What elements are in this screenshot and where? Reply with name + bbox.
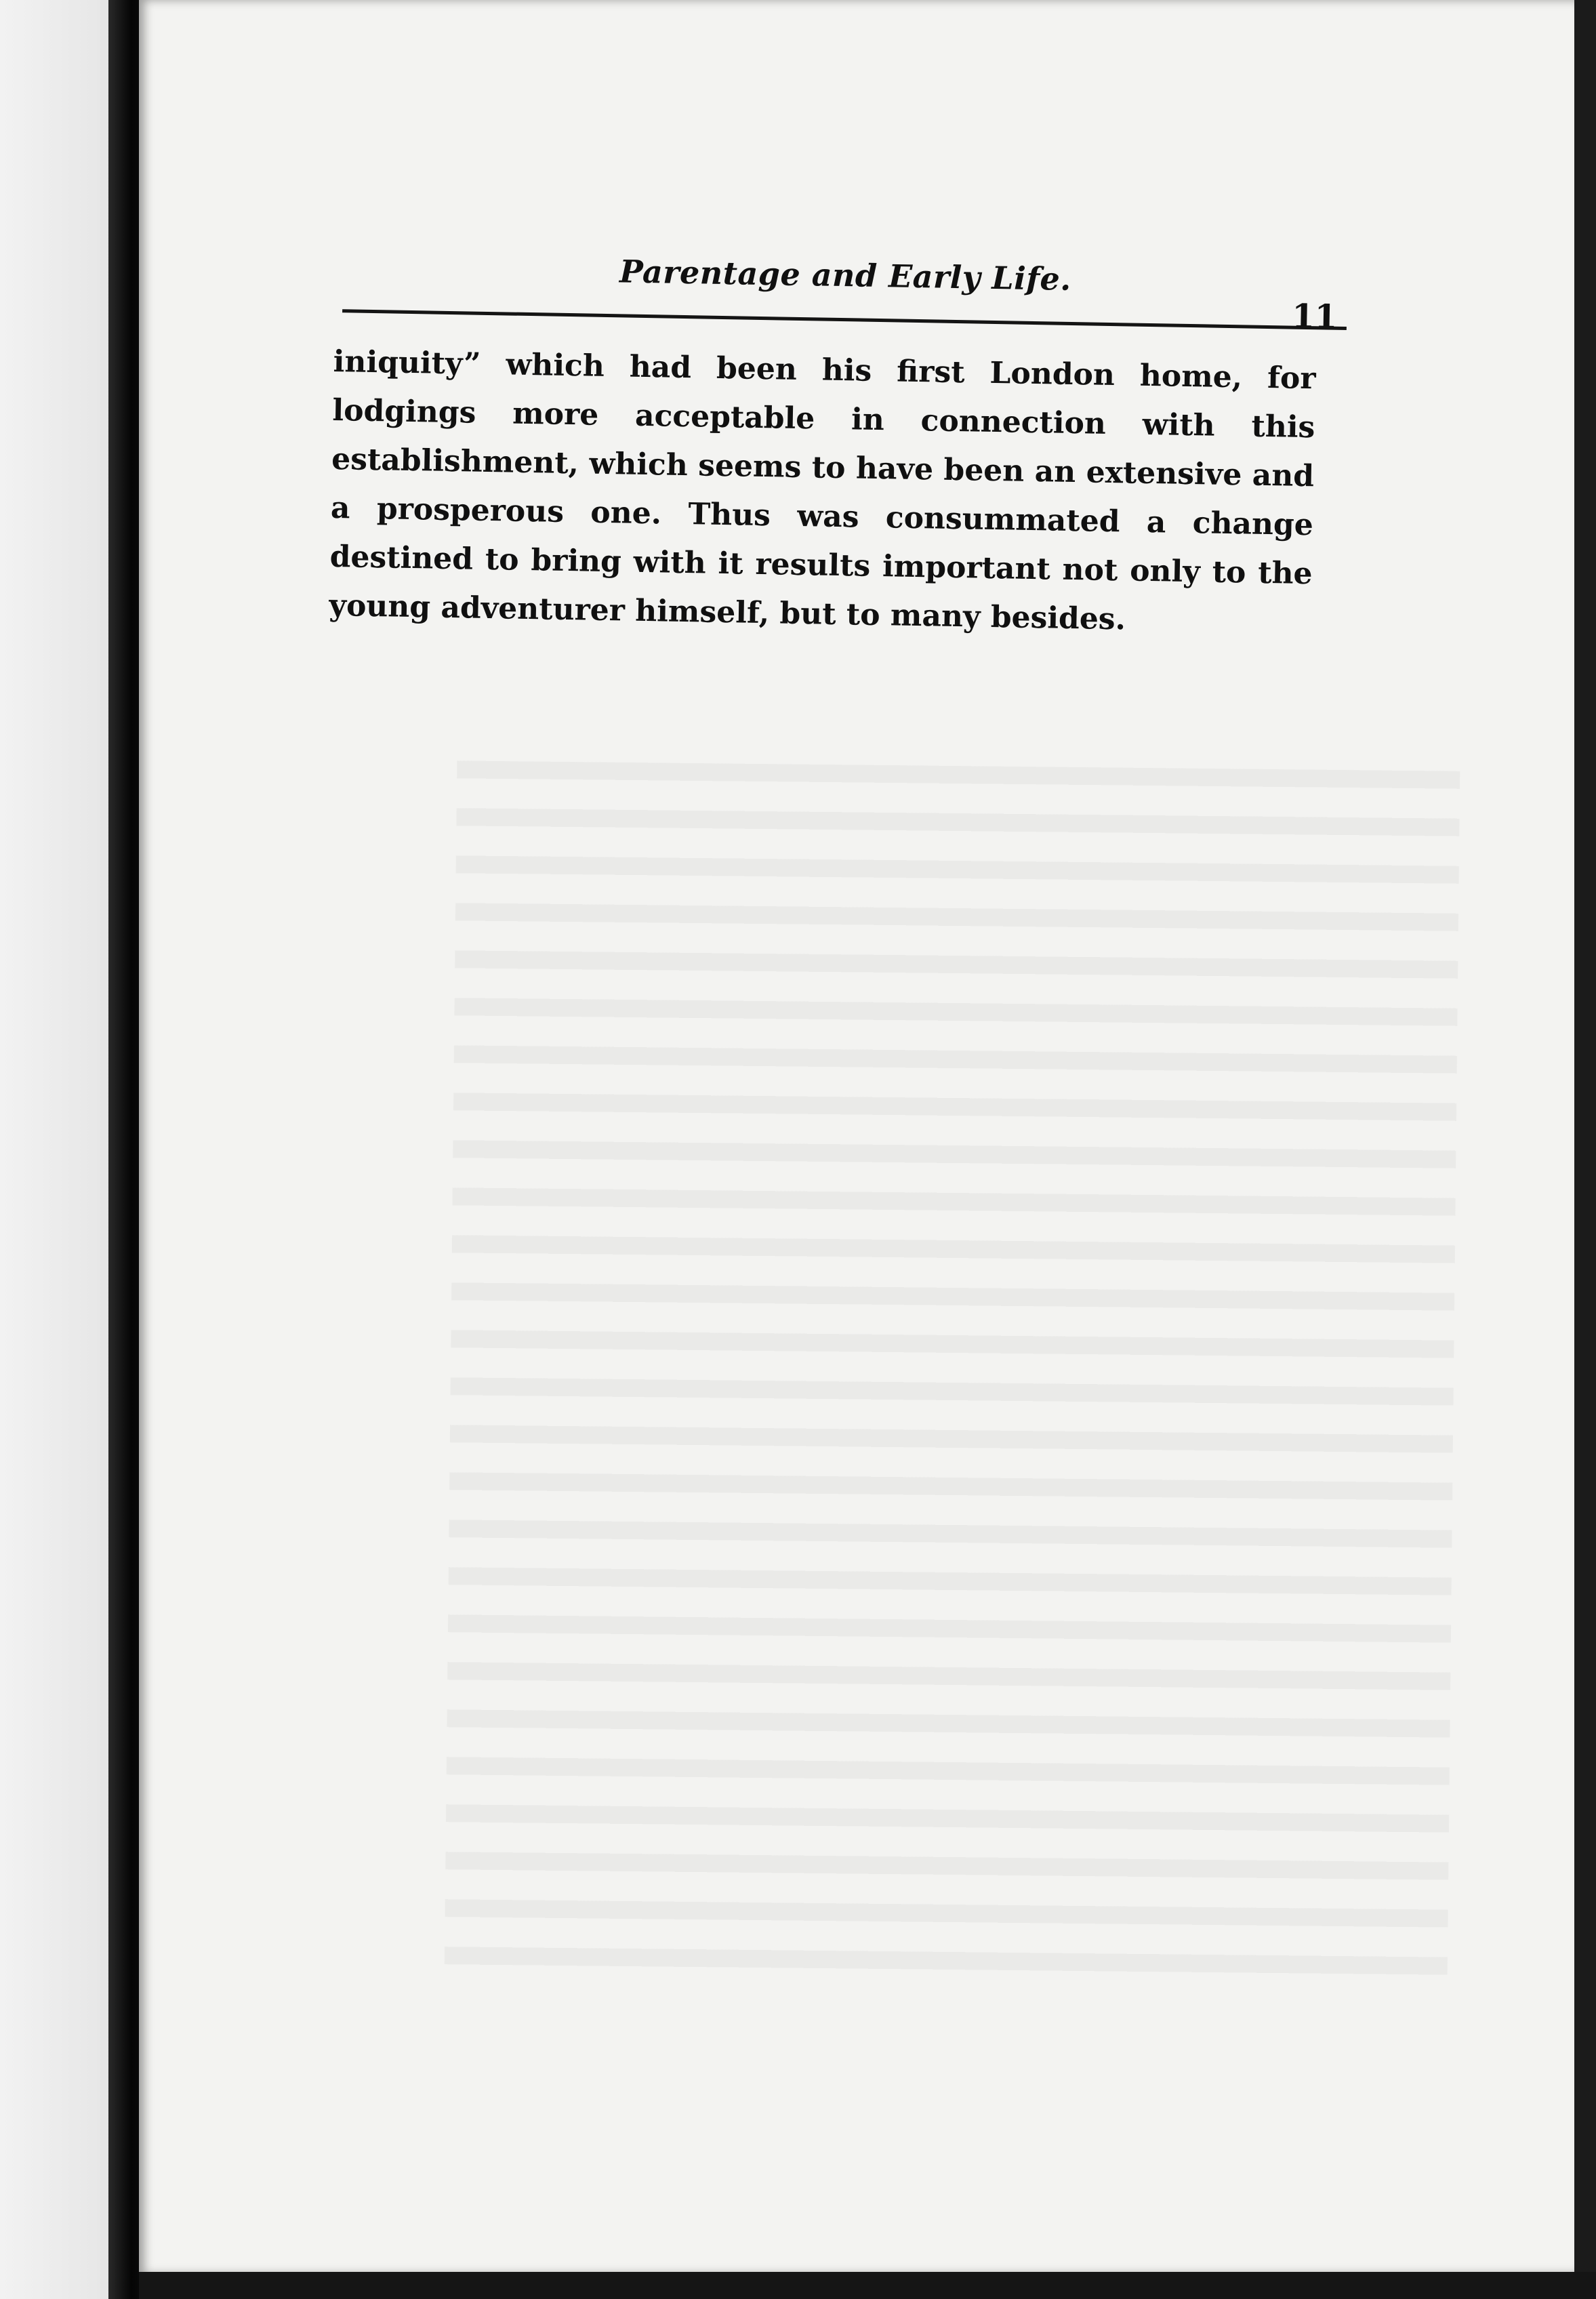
running-head — [334, 237, 1338, 336]
page-number: 11 — [1291, 297, 1338, 336]
show-through-text — [445, 760, 1460, 1977]
body-paragraph: iniquity” which had been his first London home, for lodgings more acceptable in connection with this establishment, which seems to have been an extensive and a prosperous one. Thus was consummated a change destined to bring with it results important not only to the young adventurer himself, but to many besides. — [329, 344, 1317, 637]
running-title: Parentage and Early Life. — [619, 253, 1072, 298]
page-content — [328, 237, 1338, 678]
header-rule — [342, 309, 1347, 330]
right-page-edge — [1574, 0, 1596, 2299]
bottom-page-edge — [139, 2272, 1596, 2299]
